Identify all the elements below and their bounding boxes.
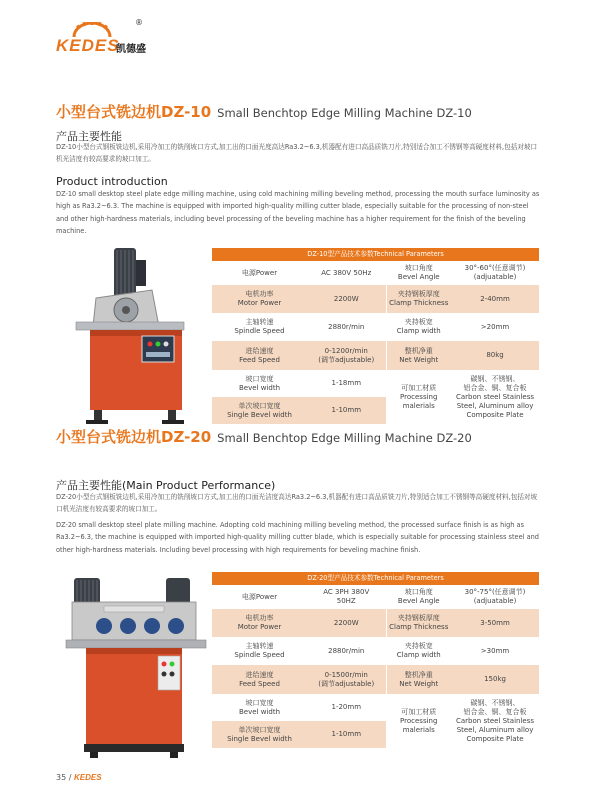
table-row	[212, 585, 539, 609]
param-value: 0-1200r/min (调节adjustable)	[307, 341, 386, 370]
param-name: 整机净重 Net Weight	[386, 665, 451, 694]
param-value: 1-18mm	[307, 370, 386, 397]
page-number: 35 /	[56, 773, 72, 782]
table-row	[212, 261, 539, 285]
table-row	[212, 694, 539, 721]
param-name: 主轴转速 Spindle Speed	[212, 313, 307, 341]
param-name: 可加工材质 Processing malerials	[386, 694, 451, 748]
param-value: 2880r/min	[307, 313, 386, 341]
param-value: 碳钢、不锈钢、 铝合金、铜、复合板 Carbon steel Stainless Steel, Aluminum alloy Composite Plate	[451, 370, 539, 424]
logo-text: KEDES	[56, 36, 120, 55]
param-name: 电机功率 Motor Power	[212, 609, 307, 637]
param-name: 夹持钢板厚度 Clamp Thickness	[386, 609, 451, 637]
registered-mark: ®	[135, 18, 143, 27]
param-value: AC 380V 50Hz	[307, 261, 386, 285]
param-name: 坡口角度 Bevel Angle	[386, 261, 451, 285]
dz20-title-en: Small Benchtop Edge Milling Machine DZ-20	[217, 431, 472, 445]
dz20-machine-image	[56, 572, 214, 762]
param-value: 2-40mm	[451, 285, 539, 313]
table-row	[212, 341, 539, 370]
param-name: 坡口宽度 Bevel width	[212, 370, 307, 397]
table-row	[212, 609, 539, 637]
kedes-logo	[56, 18, 146, 56]
param-value: 150kg	[451, 665, 539, 694]
param-name: 电机功率 Motor Power	[212, 285, 307, 313]
dz20-table-header: DZ-20型产品技术参数Technical Parameters	[212, 572, 539, 585]
param-name: 夹持钢板厚度 Clamp Thickness	[386, 285, 451, 313]
page-footer	[56, 773, 102, 782]
param-name: 单次坡口宽度 Single Bevel width	[212, 397, 307, 424]
dz20-title	[56, 426, 472, 447]
param-name: 单次坡口宽度 Single Bevel width	[212, 721, 307, 748]
param-name: 进给速度 Feed Speed	[212, 665, 307, 694]
param-name: 主轴转速 Spindle Speed	[212, 637, 307, 665]
param-value: 1-10mm	[307, 397, 386, 424]
param-value: 2200W	[307, 285, 386, 313]
param-value: 30°-60°(任意调节) (adjuatable)	[451, 261, 539, 285]
param-value: 1-20mm	[307, 694, 386, 721]
dz20-perf-text-cn: DZ-20小型台式钢板铣边机,采用冷加工的铣削坡口方式,加工出的口面光洁度高达Ra3.2~6.3,机器配有进口高品质铣刀片,特别适合加工不锈钢等高硬度材料,包括对坡口机光洁度有较高要求的坡口加工。	[56, 493, 538, 514]
dz10-title-en: Small Benchtop Edge Milling Machine DZ-10	[217, 106, 472, 120]
dz10-spec-table	[212, 248, 539, 424]
param-value: 2200W	[307, 609, 386, 637]
param-name: 电源Power	[212, 261, 307, 285]
param-value: 80kg	[451, 341, 539, 370]
dz20-spec-table	[212, 572, 539, 748]
dz10-table-header: DZ-10型产品技术参数Technical Parameters	[212, 248, 539, 261]
param-name: 夹持板宽 Clamp width	[386, 313, 451, 341]
table-row	[212, 313, 539, 341]
footer-brand: KEDES	[73, 773, 102, 782]
logo-cn-text: 凯德盛	[116, 44, 146, 55]
param-value: 30°-75°(任意调节) (adjuatable)	[451, 585, 539, 609]
param-value: AC 3PH 380V 50HZ	[307, 585, 386, 609]
table-row	[212, 370, 539, 397]
param-value: 3-50mm	[451, 609, 539, 637]
dz10-intro-heading: Product introduction	[56, 175, 168, 188]
param-value: 碳钢、不锈钢、 铝合金、铜、复合板 Carbon steel Stainless Steel, Aluminum alloy Composite Plate	[451, 694, 539, 748]
dz10-title	[56, 101, 472, 122]
table-row	[212, 637, 539, 665]
table-row	[212, 285, 539, 313]
dz10-title-cn: 小型台式铣边机DZ-10	[56, 103, 212, 121]
dz10-intro-text: DZ-10 small desktop steel plate edge milling machine, using cold machining milling beveling method, processing the mouth surface luminosity as high as Ra3.2~6.3. The machine is equipped with imported high-quality milling cutter blade, especially suitable for the processing of non-steel and other high-hardness materials, including bevel processing of the beveling machine has a higher requirement for the finish of the beveling machine.	[56, 190, 540, 236]
param-name: 可加工材质 Processing malerials	[386, 370, 451, 424]
dz10-machine-image	[56, 240, 214, 435]
param-value: 1-10mm	[307, 721, 386, 748]
param-name: 坡口宽度 Bevel width	[212, 694, 307, 721]
param-name: 夹持板宽 Clamp width	[386, 637, 451, 665]
param-name: 整机净重 Net Weight	[386, 341, 451, 370]
dz10-perf-text: DZ-10小型台式钢板铣边机,采用冷加工的铣削坡口方式,加工出的口面光度高达Ra3.2~6.3,机器配有进口高品质铣刀片,特别适合加工不锈钢等高硬度材料,包括对坡口机光洁度有较高要求的坡口加工。	[56, 143, 538, 164]
param-name: 进给速度 Feed Speed	[212, 341, 307, 370]
table-row	[212, 665, 539, 694]
dz20-perf-text-en: DZ-20 small desktop steel plate milling machine. Adopting cold machining milling beveling method, the processed surface finish is as high as Ra3.2~6.3, the machine is equipped with imported high-quality milling cutter blade, which is especially suitable for processing stainless steel and other high-hardness materials. Including bevel processing with high requirements for beveling machine finish.	[56, 521, 539, 554]
param-value: >30mm	[451, 637, 539, 665]
dz10-perf-heading: 产品主要性能	[56, 130, 122, 143]
param-value: 2880r/min	[307, 637, 386, 665]
param-value: 0-1500r/min (调节adjustable)	[307, 665, 386, 694]
param-value: >20mm	[451, 313, 539, 341]
param-name: 电源Power	[212, 585, 307, 609]
param-name: 坡口角度 Bevel Angle	[386, 585, 451, 609]
dz20-title-cn: 小型台式铣边机DZ-20	[56, 428, 212, 446]
dz20-perf-heading: 产品主要性能(Main Product Performance)	[56, 479, 276, 492]
